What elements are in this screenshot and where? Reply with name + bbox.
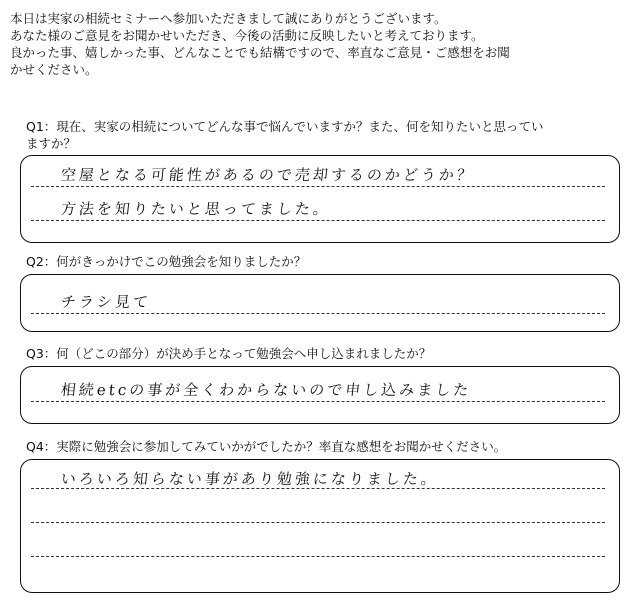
answer-line bbox=[31, 556, 605, 557]
survey-intro bbox=[10, 10, 610, 78]
question-2-label: Q2：何がきっかけでこの勉強会を知りましたか？ bbox=[26, 254, 307, 269]
intro-line-3: 良かった事、嬉しかった事、どんなことでも結構ですので、率直なご意見・ご感想をお聞 bbox=[10, 45, 510, 60]
answer-q4-line-1: いろいろ知らない事があり勉強になりました。 bbox=[60, 470, 440, 488]
answer-q3-line-1: 相続etcの事が全くわからないので申し込みました bbox=[60, 381, 473, 399]
question-1-label: Q1：現在、実家の相続についてどんな事で悩んでいますか？また、何を知りたいと思ってい bbox=[26, 119, 544, 134]
answer-box-q1[interactable] bbox=[20, 155, 620, 243]
question-4-label: Q4：実際に勉強会に参加してみていかがでしたか？率直な感想をお聞かせください。 bbox=[26, 439, 507, 454]
answer-line bbox=[31, 522, 605, 523]
answer-box-q4[interactable] bbox=[20, 459, 620, 593]
answer-line bbox=[31, 401, 605, 402]
answer-line bbox=[31, 488, 605, 489]
answer-q2-line-1: チラシ見て bbox=[60, 293, 152, 311]
answer-box-q2[interactable] bbox=[20, 274, 620, 332]
answer-q1-line-2: 方法を知りたいと思ってました。 bbox=[60, 200, 332, 218]
answer-line bbox=[31, 313, 605, 314]
answer-q1-line-1: 空屋となる可能性があるので売却するのかどうか？ bbox=[60, 166, 476, 184]
answer-line bbox=[31, 220, 605, 221]
intro-line-2: あなた様のご意見をお聞かせいただき、今後の活動に反映したいと考えております。 bbox=[10, 28, 484, 43]
question-3-label: Q3：何（どこの部分）が決め手となって勉強会へ申し込まれましたか？ bbox=[26, 346, 432, 361]
answer-line bbox=[31, 186, 605, 187]
intro-line-1: 本日は実家の相続セミナーへ参加いただきまして誠にありがとうございます。 bbox=[10, 11, 447, 26]
answer-box-q3[interactable] bbox=[20, 366, 620, 424]
question-1-label-cont: ますか？ bbox=[26, 136, 77, 151]
intro-line-4: かせください。 bbox=[10, 62, 98, 77]
